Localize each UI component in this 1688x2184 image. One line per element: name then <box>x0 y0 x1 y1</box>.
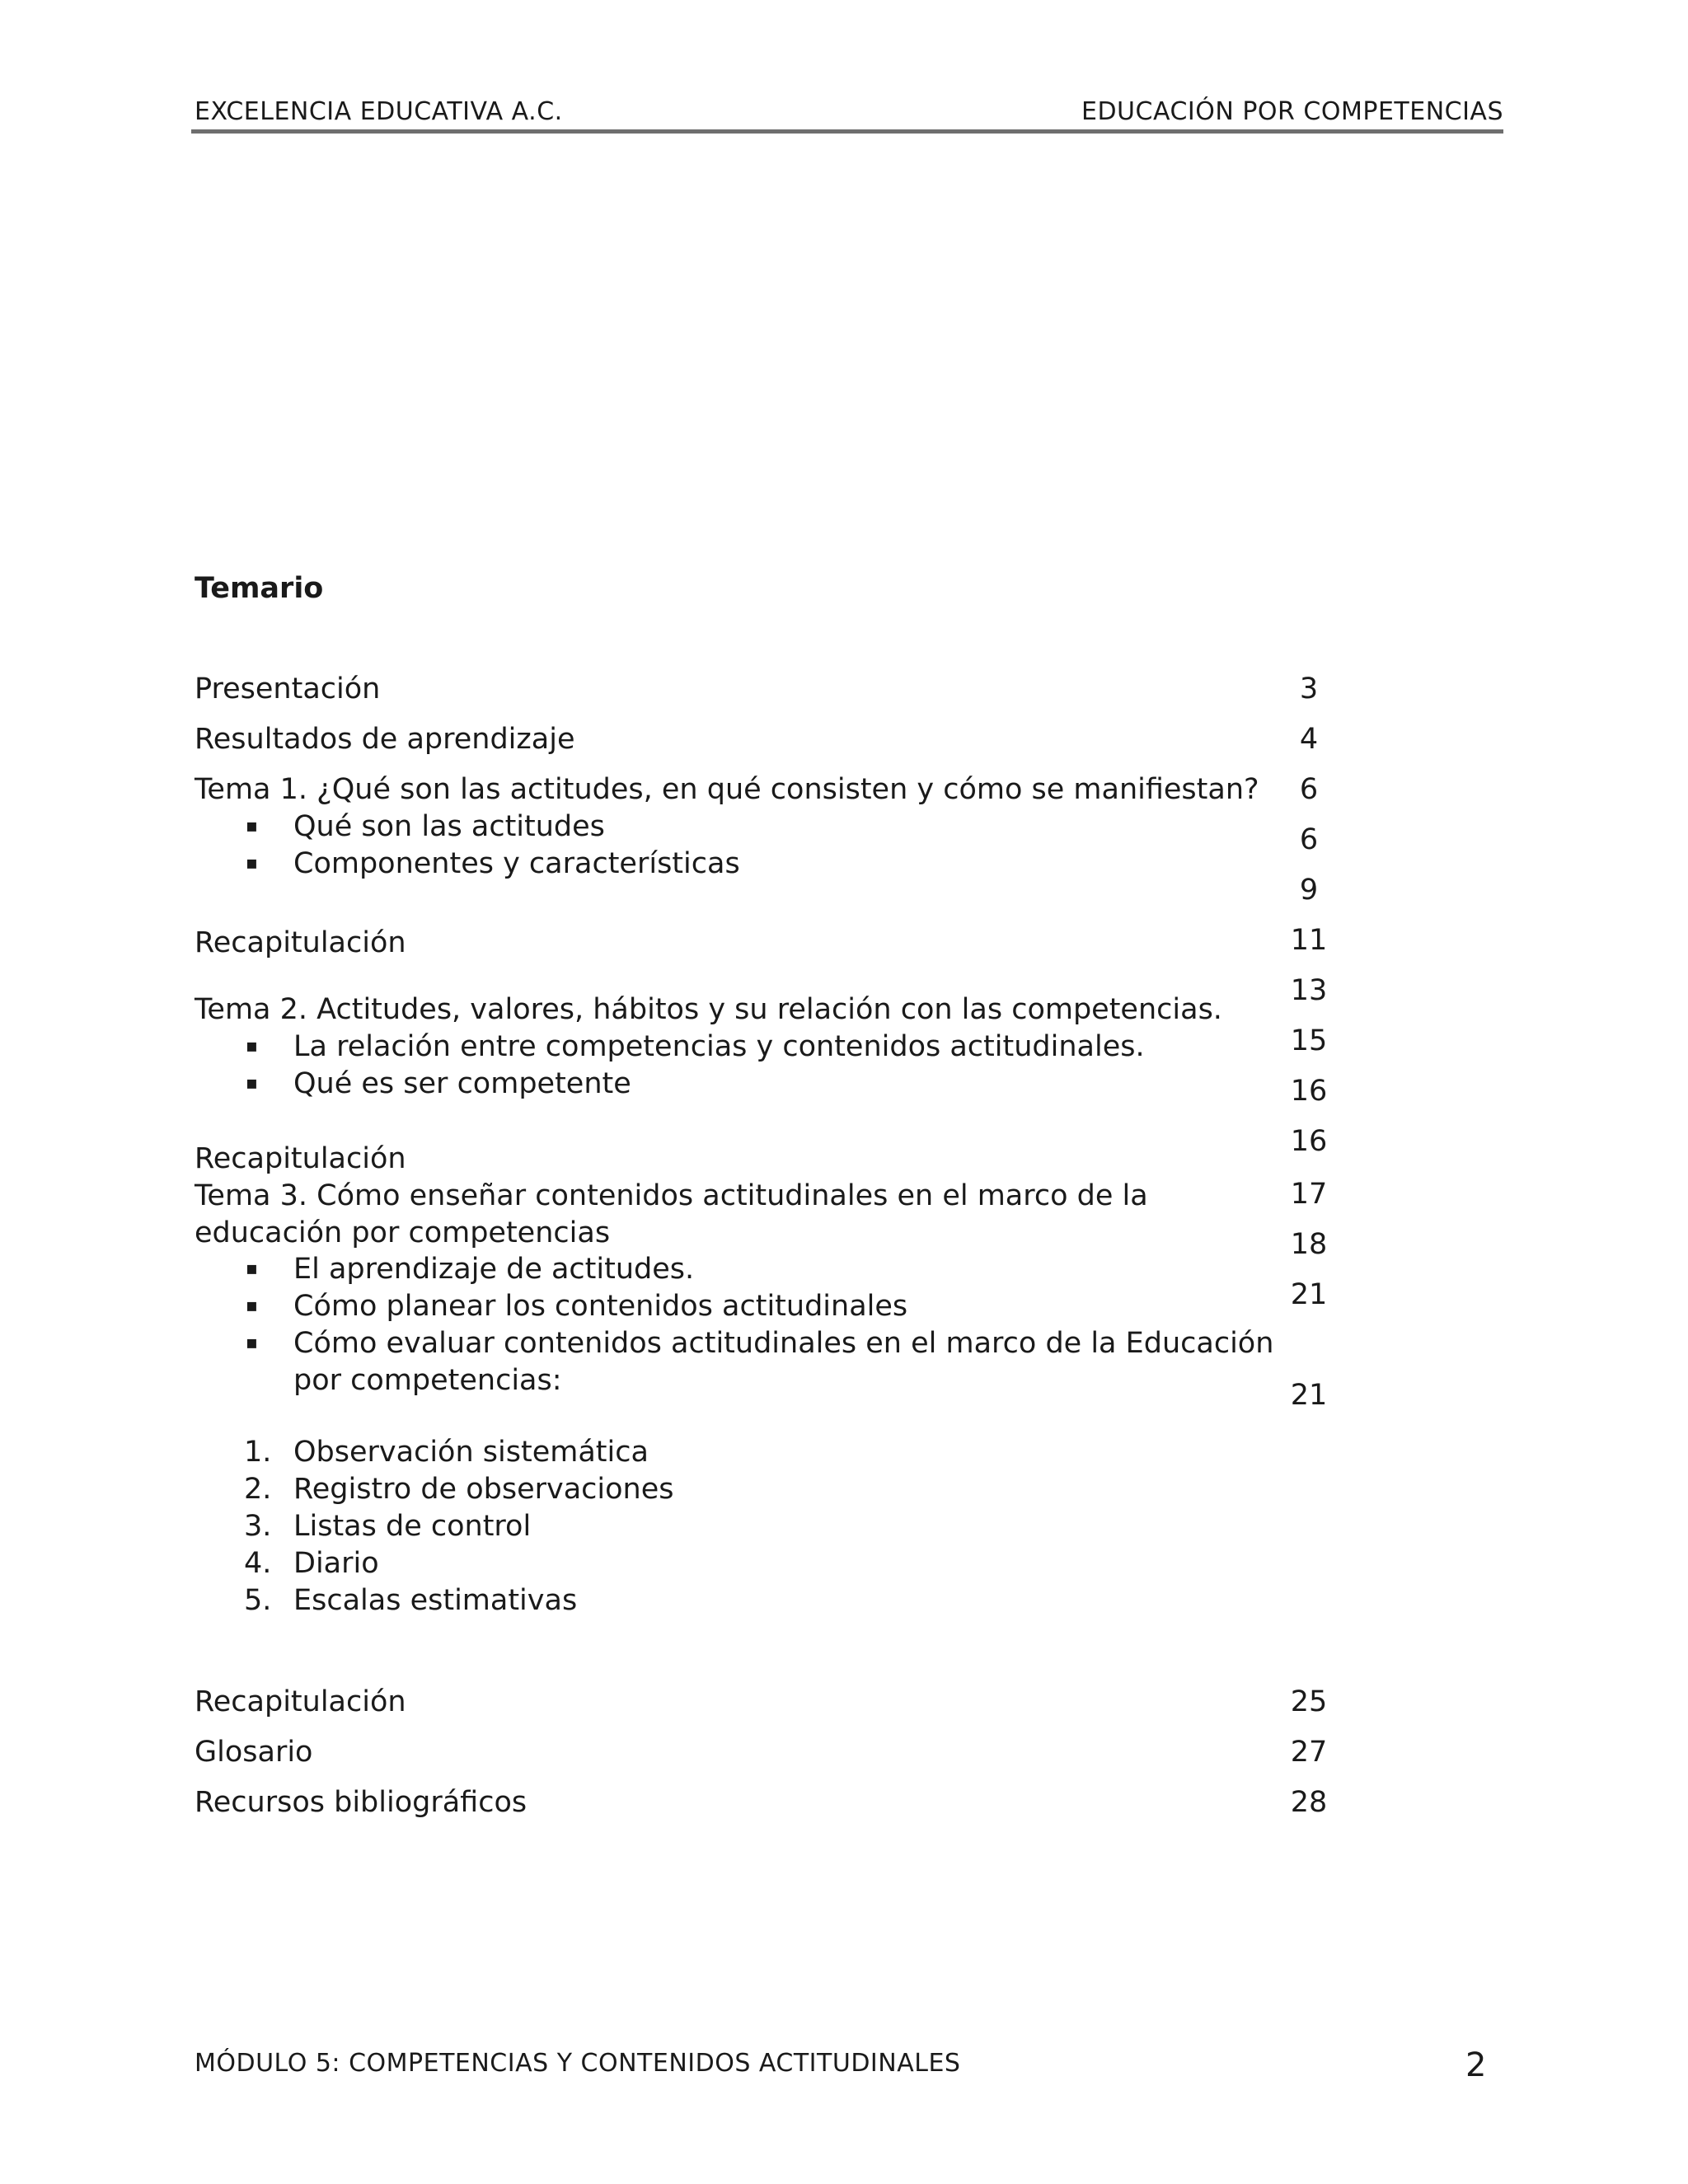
numbered-item: Escalas estimativas <box>293 1584 578 1617</box>
toc-subentry: Componentes y características <box>293 847 740 880</box>
toc-subentry: El aprendizaje de actitudes. <box>293 1253 695 1286</box>
page-number: 2 <box>1465 2046 1487 2084</box>
toc-subentry: Qué es ser competente <box>293 1067 631 1100</box>
toc-entry-recapitulacion: Recapitulación <box>195 1142 406 1175</box>
toc-entry-tema-1: Tema 1. ¿Qué son las actitudes, en qué consisten y cómo se manifiestan? <box>195 773 1259 806</box>
bullet-marker: ▪ <box>246 1258 258 1279</box>
bullet-marker: ▪ <box>246 1296 258 1316</box>
toc-page-number: 28 <box>1290 1786 1328 1819</box>
toc-page-number: 11 <box>1290 924 1328 957</box>
toc-entry-resultados: Resultados de aprendizaje <box>195 723 575 756</box>
bullet-marker: ▪ <box>246 1036 258 1057</box>
numbered-item: Listas de control <box>293 1510 532 1543</box>
header-document-title: EDUCACIÓN POR COMPETENCIAS <box>1081 97 1503 126</box>
toc-page-number: 18 <box>1290 1228 1328 1261</box>
toc-entry-tema-2: Tema 2. Actitudes, valores, hábitos y su relación con las competencias. <box>195 993 1222 1026</box>
bullet-marker: ▪ <box>246 1073 258 1094</box>
numbered-marker: 4. <box>244 1547 272 1580</box>
toc-entry-presentacion: Presentación <box>195 673 381 705</box>
toc-page-number: 6 <box>1299 823 1319 856</box>
toc-entry-recapitulacion: Recapitulación <box>195 926 406 959</box>
bullet-marker: ▪ <box>246 1333 258 1353</box>
numbered-item: Registro de observaciones <box>293 1473 674 1506</box>
numbered-item: Diario <box>293 1547 379 1580</box>
toc-subentry: Cómo evaluar contenidos actitudinales en el marco de la Educación <box>293 1327 1274 1360</box>
bullet-marker: ▪ <box>246 853 258 874</box>
toc-page-number: 16 <box>1290 1125 1328 1158</box>
toc-subentry: Qué son las actitudes <box>293 810 605 843</box>
toc-subentry-cont: por competencias: <box>293 1364 562 1397</box>
numbered-marker: 2. <box>244 1473 272 1506</box>
numbered-marker: 1. <box>244 1436 272 1469</box>
toc-page-number: 27 <box>1290 1736 1328 1769</box>
numbered-item: Observación sistemática <box>293 1436 649 1469</box>
toc-page-number: 3 <box>1299 673 1319 705</box>
header-organization: EXCELENCIA EDUCATIVA A.C. <box>195 97 563 126</box>
header-rule <box>191 129 1503 134</box>
toc-page-number: 16 <box>1290 1075 1328 1108</box>
toc-entry-tema-3: Tema 3. Cómo enseñar contenidos actitudinales en el marco de la <box>195 1179 1148 1212</box>
numbered-marker: 3. <box>244 1510 272 1543</box>
numbered-marker: 5. <box>244 1584 272 1617</box>
bullet-marker: ▪ <box>246 816 258 837</box>
toc-title: Temario <box>195 572 324 605</box>
toc-page-number: 17 <box>1290 1178 1328 1211</box>
toc-page-number: 6 <box>1299 773 1319 806</box>
toc-page-number: 15 <box>1290 1024 1328 1057</box>
toc-subentry: Cómo planear los contenidos actitudinales <box>293 1290 908 1323</box>
toc-subentry: La relación entre competencias y contenidos actitudinales. <box>293 1030 1145 1063</box>
toc-page-number: 21 <box>1290 1278 1328 1311</box>
toc-page-number: 13 <box>1290 974 1328 1007</box>
toc-page-number: 9 <box>1299 874 1319 907</box>
toc-entry-recapitulacion: Recapitulación <box>195 1685 406 1718</box>
toc-entry-recursos: Recursos bibliográficos <box>195 1786 528 1819</box>
toc-page-number: 21 <box>1290 1379 1328 1412</box>
footer-module: MÓDULO 5: COMPETENCIAS Y CONTENIDOS ACTITUDINALES <box>195 2049 961 2078</box>
toc-page-number: 4 <box>1299 723 1319 756</box>
toc-entry-tema-3-cont: educación por competencias <box>195 1216 611 1249</box>
toc-page-number: 25 <box>1290 1685 1328 1718</box>
toc-entry-glosario: Glosario <box>195 1736 313 1769</box>
